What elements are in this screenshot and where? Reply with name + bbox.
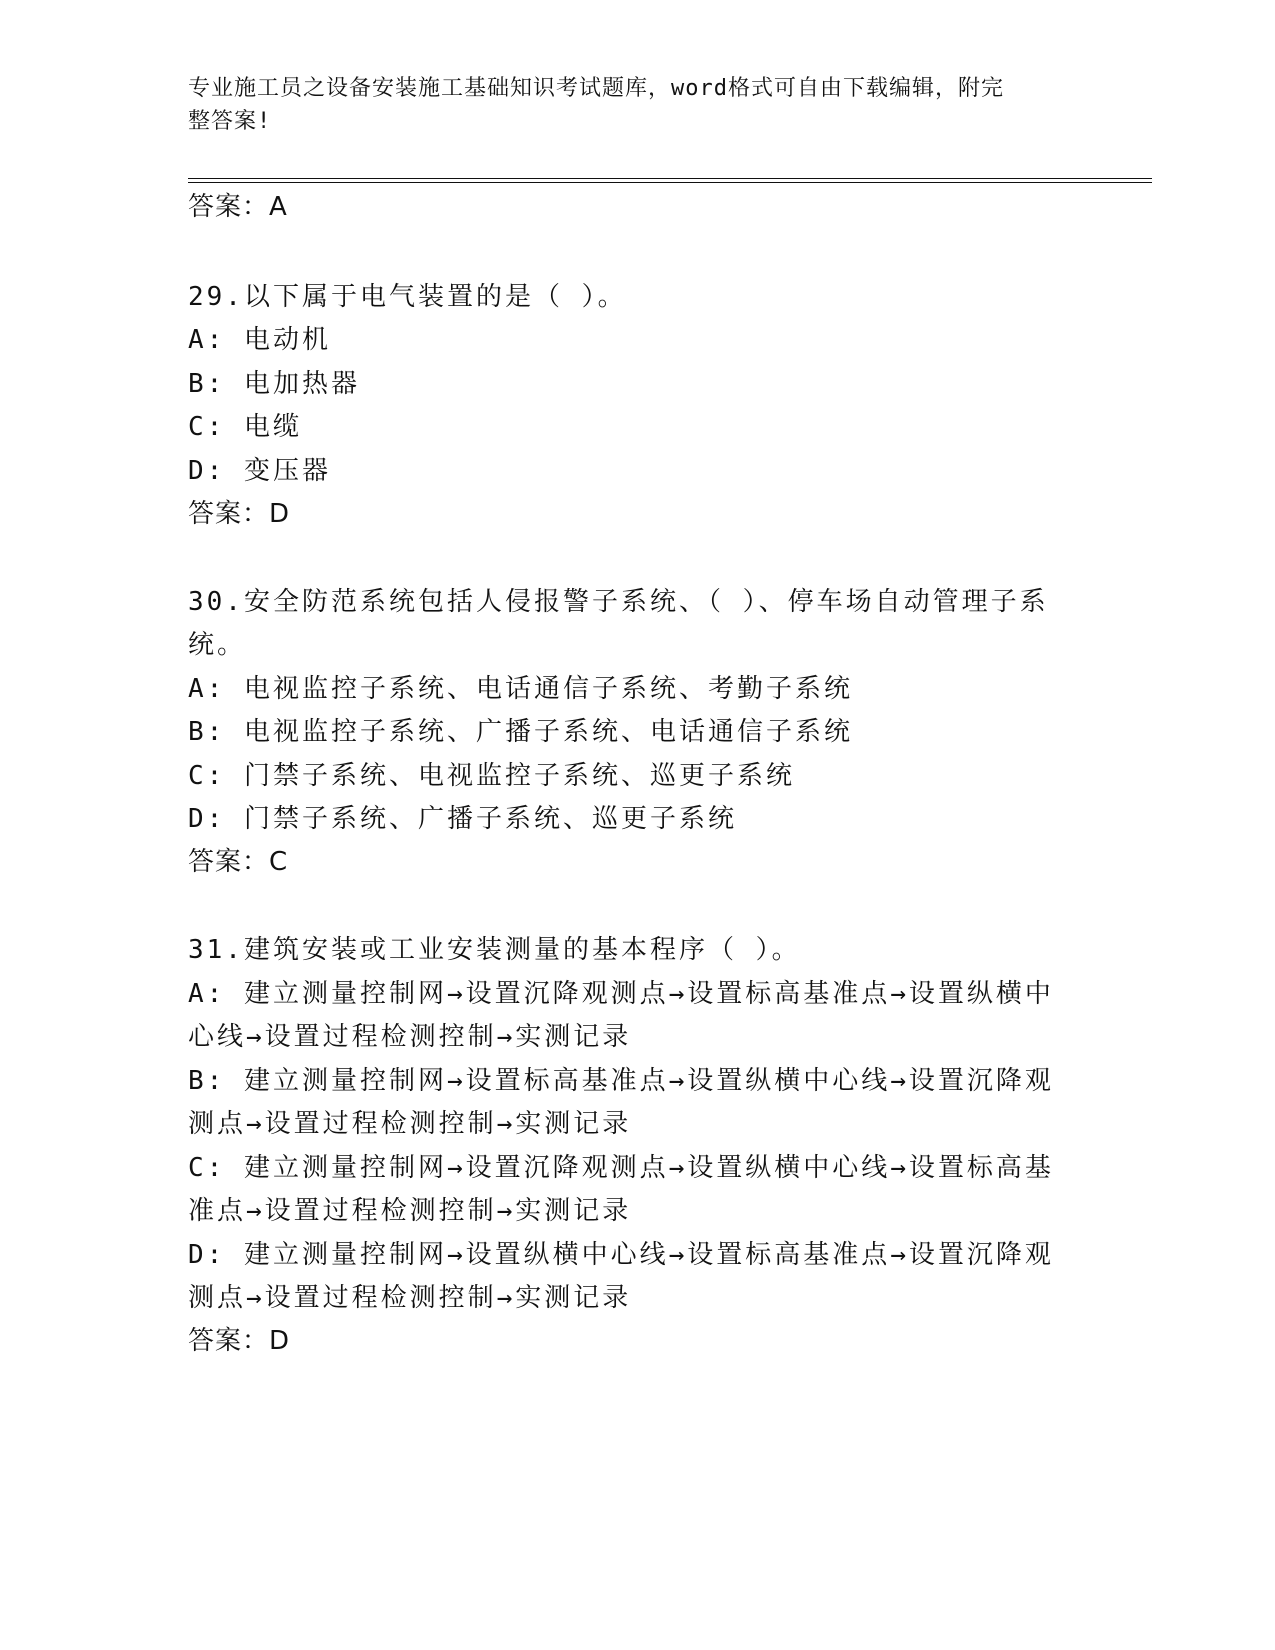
header-rule-top — [188, 178, 1152, 179]
question-30-option-b: B: 电视监控子系统、广播子系统、电话通信子系统 — [188, 717, 853, 747]
question-29-stem: 29.以下属于电气装置的是（ ）。 — [188, 282, 627, 312]
question-29-option-b: B: 电加热器 — [188, 369, 360, 399]
question-29-option-a: A: 电动机 — [188, 325, 331, 355]
question-31-option-c-line-2: 准点→设置过程检测控制→实测记录 — [188, 1196, 632, 1226]
question-31-stem: 31.建筑安装或工业安装测量的基本程序（ ）。 — [188, 935, 801, 965]
question-29-option-c: C: 电缆 — [188, 412, 302, 442]
question-31-option-a-line-1: A: 建立测量控制网→设置沉降观测点→设置标高基准点→设置纵横中 — [188, 979, 1054, 1009]
question-31-option-b-line-2: 测点→设置过程检测控制→实测记录 — [188, 1109, 632, 1139]
question-31-option-d-line-1: D: 建立测量控制网→设置纵横中心线→设置标高基准点→设置沉降观 — [188, 1240, 1054, 1270]
question-30-option-a: A: 电视监控子系统、电话通信子系统、考勤子系统 — [188, 674, 853, 704]
question-29-option-d: D: 变压器 — [188, 456, 331, 486]
question-30-option-c: C: 门禁子系统、电视监控子系统、巡更子系统 — [188, 761, 795, 791]
answer-q30: 答案：C — [188, 847, 289, 877]
question-30-stem-line-1: 30.安全防范系统包括人侵报警子系统、（ ）、停车场自动管理子系 — [188, 587, 1049, 617]
question-31-option-c-line-1: C: 建立测量控制网→设置沉降观测点→设置纵横中心线→设置标高基 — [188, 1153, 1054, 1183]
question-31-option-a-line-2: 心线→设置过程检测控制→实测记录 — [188, 1022, 632, 1052]
question-31-option-d-line-2: 测点→设置过程检测控制→实测记录 — [188, 1283, 632, 1313]
document-header — [188, 72, 1068, 138]
answer-q29: 答案：D — [188, 499, 291, 529]
question-30-option-d: D: 门禁子系统、广播子系统、巡更子系统 — [188, 804, 737, 834]
question-31-option-b-line-1: B: 建立测量控制网→设置标高基准点→设置纵横中心线→设置沉降观 — [188, 1066, 1054, 1096]
header-line-1: 专业施工员之设备安装施工基础知识考试题库，word格式可自由下载编辑，附完 — [188, 76, 1004, 101]
answer-q31: 答案：D — [188, 1326, 291, 1356]
question-30-stem-line-2: 统。 — [188, 630, 247, 660]
header-line-2: 整答案! — [188, 109, 272, 134]
answer-q28: 答案：A — [188, 192, 288, 222]
header-rule-bottom — [188, 182, 1152, 183]
